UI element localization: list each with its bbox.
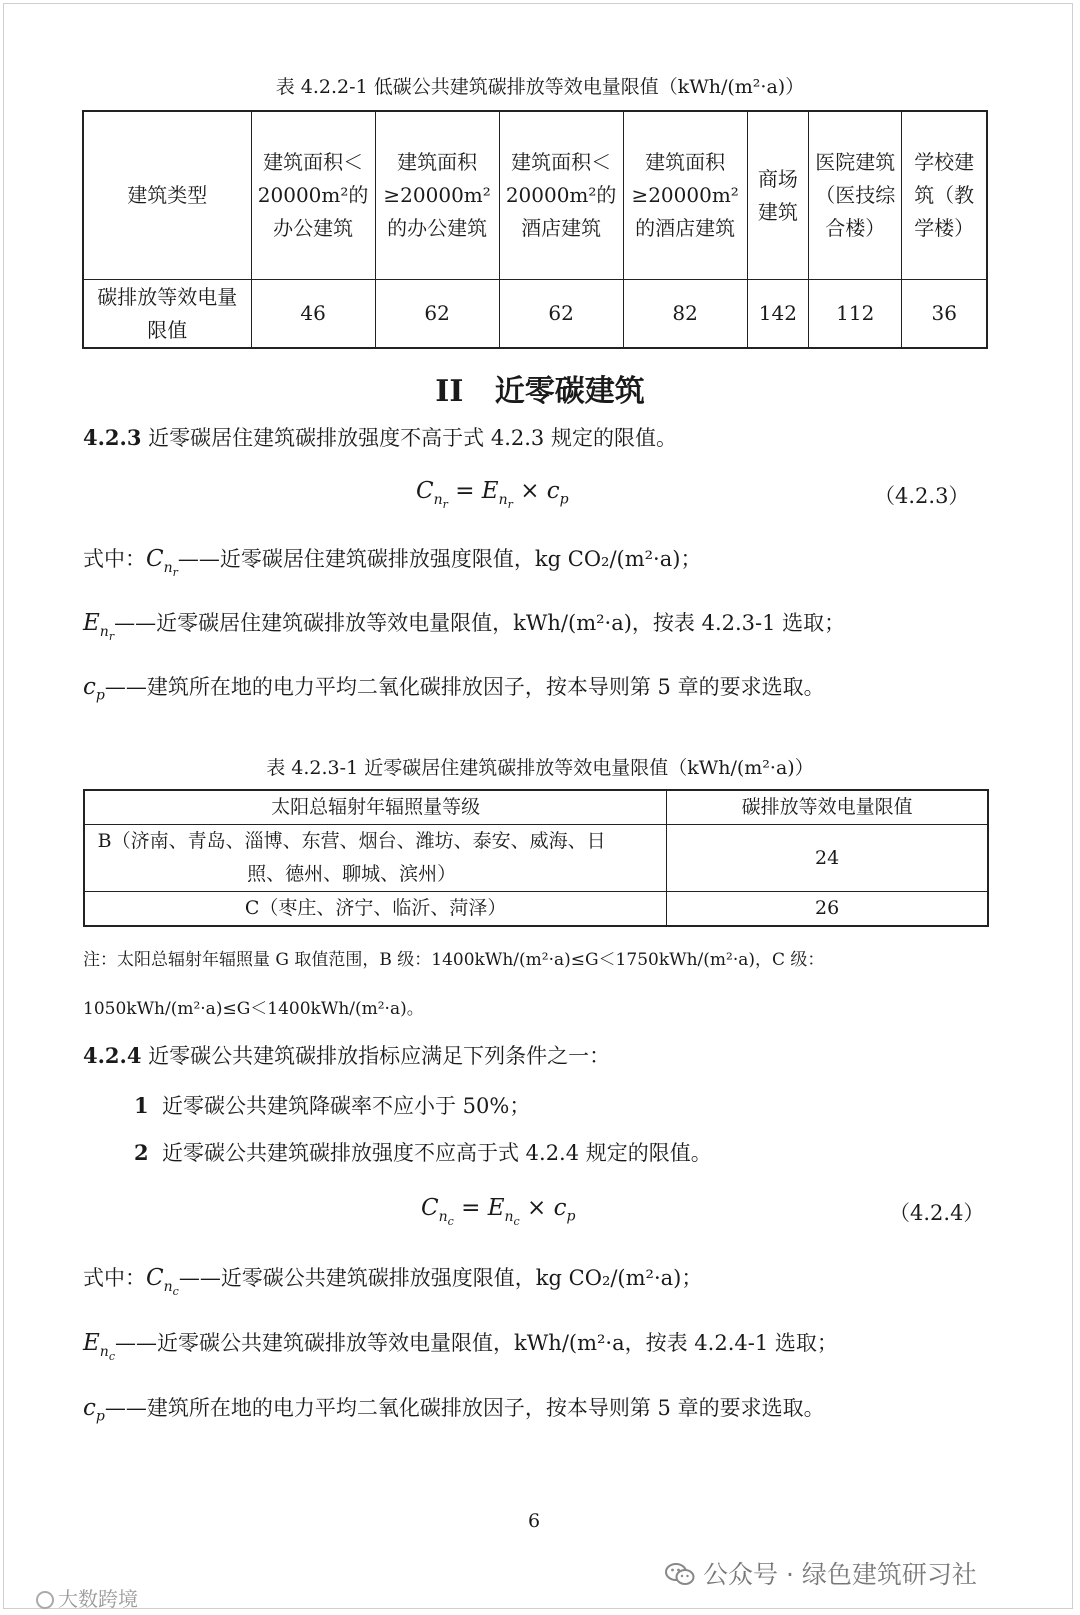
table1-col-header: 商场建筑 bbox=[747, 111, 808, 280]
table-4-2-2-1 bbox=[82, 110, 988, 349]
list-item-text: 近零碳公共建筑降碳率不应小于 50%； bbox=[161, 1094, 531, 1118]
wechat-icon bbox=[665, 1562, 695, 1586]
clause-text: 近零碳公共建筑碳排放指标应满足下列条件之一： bbox=[148, 1044, 611, 1068]
table1-value: 46 bbox=[251, 280, 375, 349]
symbol-cp: $c_p$ bbox=[83, 674, 105, 704]
formula-4-2-3: $C_{n_r} = E_{n_r} \times c_p$ bbox=[416, 478, 569, 511]
table2-grade: B（济南、青岛、淄博、东营、烟台、潍坊、泰安、威海、日照、德州、聊城、滨州） bbox=[84, 825, 667, 892]
definition-text: ——近零碳居住建筑碳排放强度限值，kg CO₂/(m²·a)； bbox=[177, 547, 702, 571]
table2-caption: 表 4.2.3-1 近零碳居住建筑碳排放等效电量限值（kWh/(m²·a)） bbox=[266, 757, 814, 779]
definition-line bbox=[83, 1262, 702, 1297]
definition-line bbox=[83, 1327, 838, 1362]
definition-text: ——建筑所在地的电力平均二氧化碳排放因子，按本导则第 5 章的要求选取。 bbox=[104, 675, 825, 699]
watermark-logo-icon bbox=[36, 1591, 54, 1609]
table1-value: 82 bbox=[623, 280, 747, 349]
table1-value: 62 bbox=[375, 280, 499, 349]
section-roman: II bbox=[435, 374, 464, 409]
watermark-left-text: 大数跨境 bbox=[58, 1587, 138, 1611]
list-item-number: 2 bbox=[134, 1140, 149, 1165]
where-prefix: 式中： bbox=[83, 1266, 146, 1290]
formula-number: （4.2.4） bbox=[889, 1201, 985, 1225]
table1-value: 112 bbox=[809, 280, 902, 349]
definition-line bbox=[83, 607, 845, 642]
formula-4-2-4: $C_{n_c} = E_{n_c} \times c_p$ bbox=[421, 1195, 576, 1228]
symbol-c-nc: $C_{n_c}$ bbox=[146, 1265, 179, 1298]
list-item-text: 近零碳公共建筑碳排放强度不应高于式 4.2.4 规定的限值。 bbox=[161, 1141, 712, 1165]
symbol-cp: $c_p$ bbox=[83, 1395, 105, 1425]
definition-line bbox=[83, 671, 825, 704]
definition-text: ——近零碳公共建筑碳排放等效电量限值，kWh/(m²·a，按表 4.2.4-1 选取； bbox=[115, 1331, 838, 1355]
definition-line bbox=[83, 1392, 825, 1425]
section-heading bbox=[0, 366, 1080, 410]
table-row bbox=[83, 111, 987, 280]
clause-text: 近零碳居住建筑碳排放强度不高于式 4.2.3 规定的限值。 bbox=[148, 426, 677, 450]
clause-4-2-3 bbox=[83, 422, 677, 452]
table-row bbox=[84, 790, 988, 825]
symbol-e-nc: $E_{n_c}$ bbox=[83, 1330, 115, 1363]
definition-text: ——近零碳居住建筑碳排放等效电量限值，kWh/(m²·a)，按表 4.2.3-1 选取； bbox=[114, 611, 846, 635]
watermark-left bbox=[36, 1583, 138, 1612]
symbol-e-nr: $E_{n_r}$ bbox=[83, 610, 115, 643]
definition-text: ——建筑所在地的电力平均二氧化碳排放因子，按本导则第 5 章的要求选取。 bbox=[104, 1396, 825, 1420]
page-number: 6 bbox=[528, 1510, 541, 1532]
table1-col-header: 学校建筑（教学楼） bbox=[902, 111, 987, 280]
clause-number: 4.2.3 bbox=[83, 425, 142, 450]
table1-value: 142 bbox=[747, 280, 808, 349]
table-row bbox=[84, 825, 988, 892]
table2-value: 26 bbox=[667, 892, 988, 927]
table2-note-line1: 注：太阳总辐射年辐照量 G 取值范围，B 级：1400kWh/(m²·a)≤G＜1750kWh/(m²·a)，C 级： bbox=[83, 950, 825, 970]
clause-number: 4.2.4 bbox=[83, 1043, 142, 1068]
table2-header: 碳排放等效电量限值 bbox=[667, 790, 988, 825]
list-item bbox=[134, 1137, 712, 1167]
symbol-c-nr: $C_{n_r}$ bbox=[146, 546, 178, 579]
clause-4-2-4 bbox=[83, 1040, 610, 1070]
table1-caption: 表 4.2.2-1 低碳公共建筑碳排放等效电量限值（kWh/(m²·a)） bbox=[275, 76, 805, 98]
definition-line bbox=[83, 543, 701, 578]
where-prefix: 式中： bbox=[83, 547, 146, 571]
table1-col-header: 建筑面积≥20000m²的办公建筑 bbox=[375, 111, 499, 280]
formula-number: （4.2.3） bbox=[874, 484, 970, 508]
table1-col-header: 医院建筑（医技综合楼） bbox=[809, 111, 902, 280]
table1-col-header: 建筑面积≥20000m²的酒店建筑 bbox=[623, 111, 747, 280]
watermark-text: 公众号 · 绿色建筑研习社 bbox=[703, 1560, 977, 1589]
table-4-2-3-1 bbox=[83, 789, 989, 927]
definition-text: ——近零碳公共建筑碳排放强度限值，kg CO₂/(m²·a)； bbox=[178, 1266, 703, 1290]
table1-row-label: 碳排放等效电量限值 bbox=[83, 280, 251, 349]
table2-header: 太阳总辐射年辐照量等级 bbox=[84, 790, 667, 825]
list-item-number: 1 bbox=[134, 1093, 149, 1118]
table1-col-header: 建筑面积＜20000m²的酒店建筑 bbox=[499, 111, 623, 280]
table1-col-header: 建筑面积＜20000m²的办公建筑 bbox=[251, 111, 375, 280]
table2-grade: C（枣庄、济宁、临沂、菏泽） bbox=[84, 892, 667, 927]
table1-header-label: 建筑类型 bbox=[83, 111, 251, 280]
table2-note-line2: 1050kWh/(m²·a)≤G＜1400kWh/(m²·a)。 bbox=[83, 999, 424, 1019]
watermark-wechat bbox=[665, 1555, 977, 1591]
section-title: 近零碳建筑 bbox=[494, 374, 645, 409]
list-item bbox=[134, 1090, 530, 1120]
table1-value: 36 bbox=[902, 280, 987, 349]
table-row bbox=[83, 280, 987, 349]
table-row bbox=[84, 892, 988, 927]
table2-value: 24 bbox=[667, 825, 988, 892]
table1-value: 62 bbox=[499, 280, 623, 349]
